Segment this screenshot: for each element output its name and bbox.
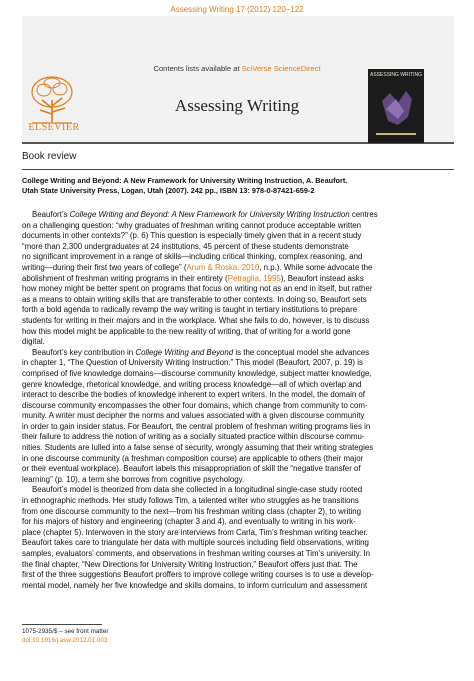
text-segment: ), Beaufort instead asks [280, 273, 364, 283]
text-segment: in chapter 1, “The Question of University Writing Instruction.” This model (Beaufort, 2007, p. 19) is [22, 358, 363, 368]
text-segment: discourse community encompasses the other four domains, which change from community to com- [22, 400, 368, 410]
contents-prefix: Contents lists available at [153, 64, 242, 73]
text-segment: the final chapter, “New Directions for University Writing Instruction,” Beaufort offers just that. The [22, 559, 358, 569]
text-line [22, 570, 454, 581]
text-segment: no significant improvement in a range of skills—including critical thinking, complex reasoning, and [22, 252, 363, 262]
text-segment: students for writing in their majors and in the workplace. What she fails to do, however, is to discuss [22, 315, 370, 325]
text-segment: writing—during their first two years of college” ( [22, 262, 187, 272]
text-line [22, 263, 454, 274]
text-segment: Beaufort’s model is theorized from data she collected in a longitudinal single-case study rooted [32, 485, 363, 495]
review-heading-line: College Writing and Beyond: A New Framework for University Writing Instruction, A. Beaufort. [22, 176, 348, 185]
paragraph-1 [22, 210, 454, 348]
text-segment: centres [349, 210, 378, 219]
text-segment: forth a bold agenda to radically revamp the way writing is taught in tertiary institutions to prepare [22, 305, 358, 315]
text-line [22, 210, 454, 221]
citation-link[interactable]: Petraglia, 1995 [227, 273, 281, 283]
text-segment: as a means to obtain writing skills that are transferable to other contexts. In doing so, Beaufort sets [22, 294, 367, 304]
text-segment: in order to gain insider status. For Beaufort, the central problem of freshman writing programs lies in [22, 421, 371, 431]
text-segment: “more than 2,300 undergraduates at 24 institutions, 45 percent of these students demonstrate [22, 241, 349, 251]
doi-link[interactable]: doi:10.1016/j.asw.2012.01.003 [22, 637, 108, 644]
text-segment: abolishment of freshman writing programs in their entirety ( [22, 273, 228, 283]
text-line [22, 316, 454, 327]
text-segment: Beaufort takes care to triangulate her data with multiple sources including field observations, writing [22, 538, 369, 548]
text-line [22, 284, 454, 295]
text-line [22, 242, 454, 253]
text-segment: how this model might be applicable to the new reality of writing, that of writing for a world gone [22, 326, 351, 336]
text-line [22, 337, 454, 348]
section-label: Book review [22, 151, 77, 162]
paragraph-3 [22, 485, 454, 591]
text-segment: from one discourse community to the next—from his freshman writing class (chapter 2), to writing [22, 506, 361, 516]
text-line [22, 274, 454, 285]
text-segment: or their eventual workplace). Beaufort labels this misappropriation of skill the “negative transfer of [22, 464, 361, 474]
text-line [22, 369, 454, 380]
cover-title: ASSESSING WRITING [370, 72, 422, 78]
text-segment: place (chapter 5). Interwoven in the story are interviews from Carla, Tim’s freshman writing teacher. [22, 527, 368, 537]
issn-line: 1075-2935/$ – see front matter [22, 628, 109, 635]
text-segment: in ethnographic methods. Her study follows Tim, a talented writer who struggles as he transitions [22, 496, 359, 506]
text-segment: samples, evaluators’ comments, and observations in freshman writing courses at Tim’s university. In [22, 549, 371, 558]
text-line [22, 221, 454, 232]
text-line [22, 305, 454, 316]
text-line [22, 327, 454, 338]
review-heading-line: Utah State University Press, Logan, Utah (2007). 242 pp., ISBN 13: 978-0-87421-659-2 [22, 186, 315, 195]
text-line [22, 432, 454, 443]
text-segment: comprised of five knowledge domains—discourse community knowledge, subject matter knowledge, [22, 368, 372, 378]
text-segment: on a challenging question: “why graduates of freshman writing cannot produce acceptable written [22, 220, 362, 230]
text-line [22, 549, 454, 560]
text-segment: interact to describe the bodies of knowledge inherent to expert writers. In the model, the domain of [22, 390, 366, 400]
text-line [22, 411, 454, 422]
text-segment: their failure to address the notion of writing as a socially situated practice within discourse commu- [22, 432, 365, 442]
text-line [22, 295, 454, 306]
text-segment: , n.p.). While some advocate the [259, 262, 373, 272]
text-line [22, 560, 454, 571]
text-segment: learning” (p. 10), a term she borrows from cognitive psychology. [22, 474, 245, 484]
text-line [22, 538, 454, 549]
text-segment: Beaufort’s key contribution in [32, 347, 136, 357]
text-segment: munity. A writer must decipher the norms and values associated with a given discourse community [22, 411, 365, 421]
journal-reference[interactable]: Assessing Writing 17 (2012) 120–122 [170, 5, 304, 14]
text-line [22, 443, 454, 454]
paragraph-2 [22, 348, 454, 486]
citation-link[interactable]: Arum & Roska, 2010 [186, 262, 260, 272]
publisher-name: ELSEVIER [28, 122, 80, 133]
footer [22, 627, 108, 645]
text-line [22, 348, 454, 359]
book-title-text: College Writing and Beyond [135, 347, 234, 357]
text-line [22, 358, 454, 369]
journal-cover-image [368, 69, 424, 143]
journal-title: Assessing Writing [174, 96, 300, 115]
text-line [22, 581, 454, 592]
text-line [22, 390, 454, 401]
book-title-text: College Writing and Beyond: A New Framework for University Writing Instruction [69, 210, 350, 219]
text-segment: mental model, namely her five knowledge and skills domains, to inform curriculum and assessment [22, 580, 368, 590]
article-body [22, 210, 454, 591]
text-line [22, 454, 454, 465]
text-segment: in one discourse community (a freshman composition course) are applicable to others (their major [22, 453, 364, 463]
text-segment: is the conceptual model she advances [233, 347, 370, 357]
text-segment: Beaufort’s [32, 210, 70, 219]
footer-divider [22, 624, 102, 625]
text-line [22, 528, 454, 539]
text-line [22, 485, 454, 496]
text-segment: documents in other contexts?” (p. 6) This question is especially timely given that in a recent study [22, 231, 362, 241]
text-line [22, 380, 454, 391]
text-segment: digital. [22, 337, 45, 347]
text-line [22, 252, 454, 263]
text-line [22, 496, 454, 507]
text-line [22, 231, 454, 242]
text-segment: how money might be better spent on programs that focus on writing not as an end in itself, but rather [22, 284, 373, 294]
text-segment: nities. Students are lulled into a false sense of security, wrongly assuming that their writing strategies [22, 443, 374, 453]
text-segment: first of the three suggestions Beaufort proffers to improve college writing courses is to use a develop- [22, 570, 374, 580]
text-line [22, 475, 454, 486]
text-line [22, 422, 454, 433]
text-segment: genre knowledge, rhetorical knowledge, and writing process knowledge—all of which overlap and [22, 379, 362, 389]
divider [22, 169, 454, 170]
cover-art-icon [368, 69, 424, 143]
text-line [22, 517, 454, 528]
text-line [22, 507, 454, 518]
text-segment: for his majors of history and engineering (chapter 3 and 4), and eventually to writing in his work- [22, 517, 356, 527]
text-line [22, 464, 454, 475]
sciencedirect-link[interactable]: SciVerse ScienceDirect [241, 64, 321, 73]
text-line [22, 401, 454, 412]
review-heading [22, 176, 452, 196]
